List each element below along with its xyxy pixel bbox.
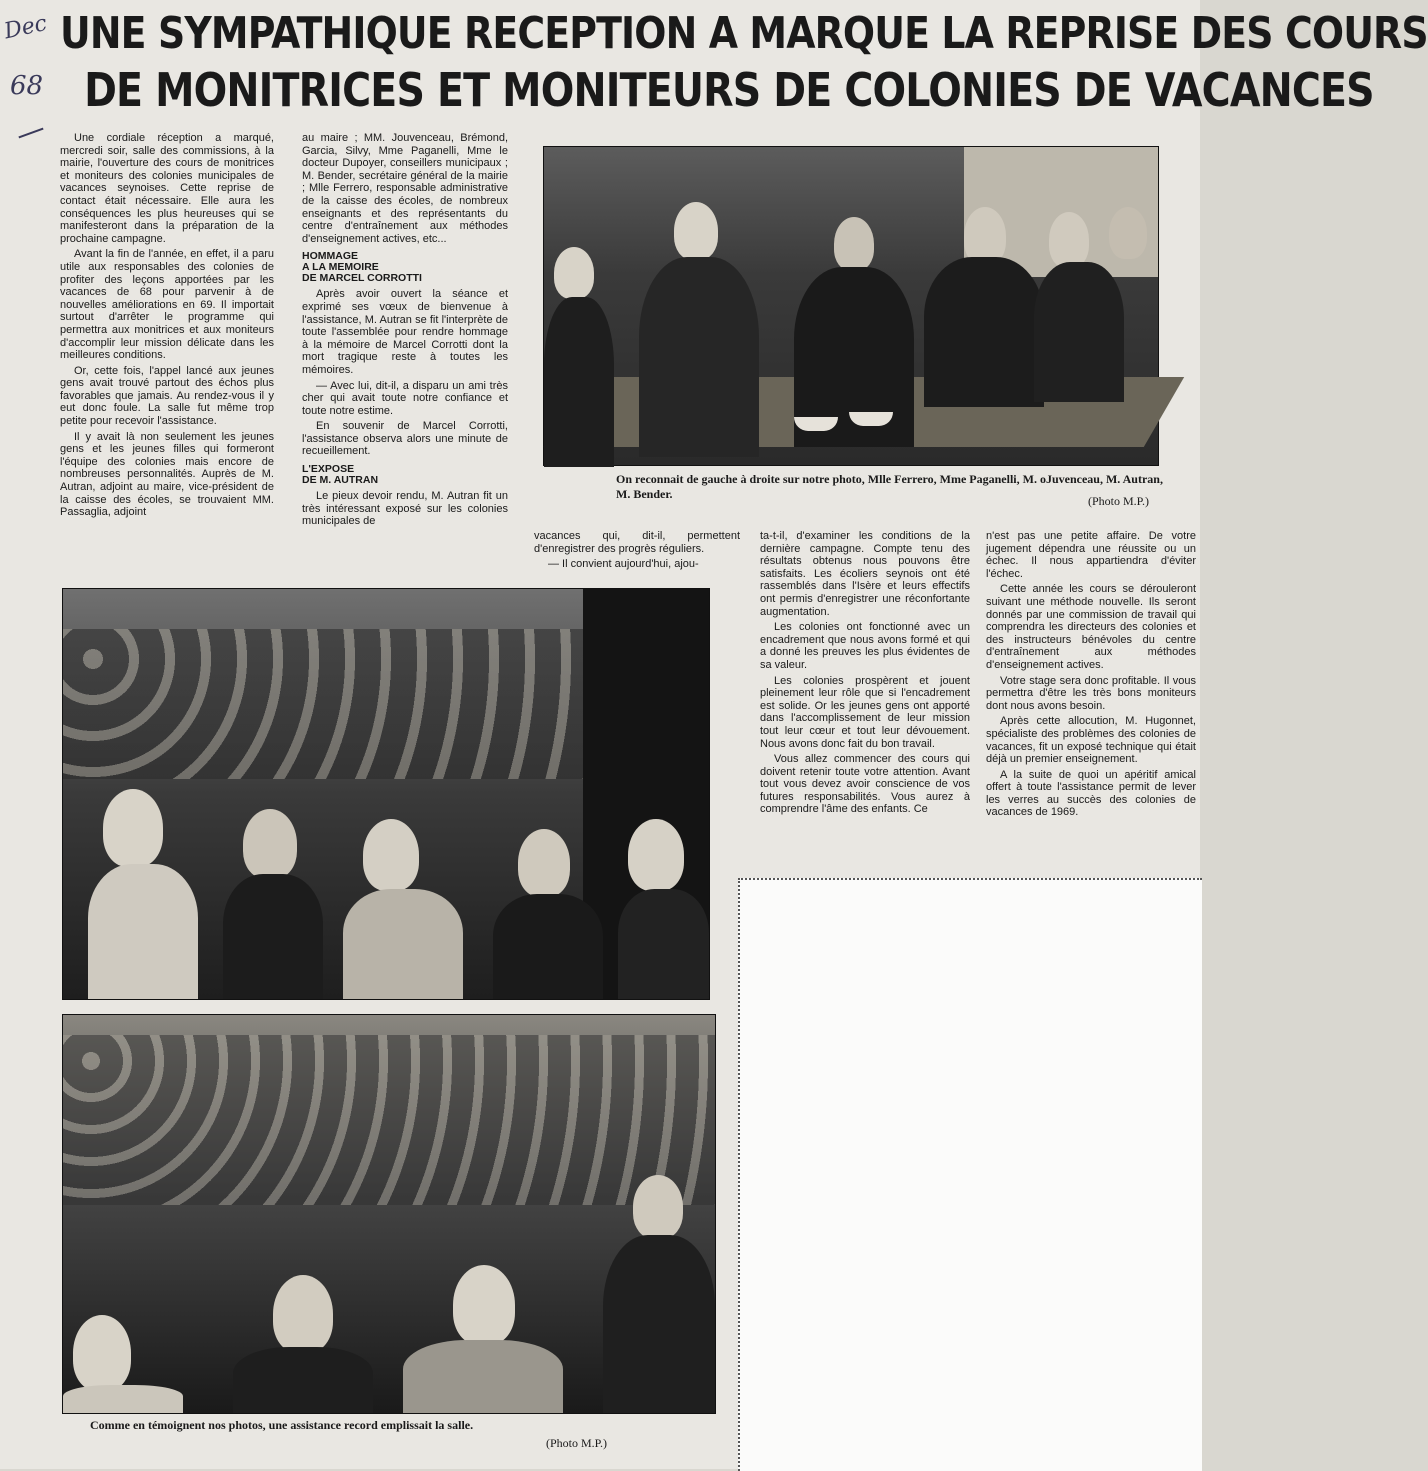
- paragraph: En souvenir de Marcel Corrotti, l'assistance observa alors une minute de recueillement.: [302, 420, 508, 458]
- person: [103, 789, 163, 867]
- paragraph: — Il convient aujourd'hui, ajou-: [548, 558, 699, 571]
- paragraph: A la suite de quoi un apéritif amical offert à toute l'assistance permit de lever les verres au succès des colonies de vacances de 1969.: [986, 768, 1196, 819]
- person: [363, 819, 419, 891]
- handwritten-year: 68: [10, 71, 44, 101]
- person: [73, 1315, 131, 1391]
- person: [1109, 207, 1147, 259]
- paragraph: vacances qui, dit-il, permettent d'enregistrer des progrès réguliers.: [534, 530, 740, 555]
- photo-officials: [543, 146, 1159, 466]
- person: [243, 809, 297, 879]
- paragraph: Une cordiale réception a marqué, mercredi soir, salle des commissions, à la mairie, l'ouverture des cours de monitrices et moniteurs des colonies municipales de vacances seynoises. Cette reprise de contact était nécessaire. Elle aura les conséquences les plus heureuses qui se manifesteront dans la préparation de la prochaine campagne.: [60, 132, 274, 245]
- person: [544, 297, 614, 467]
- person: [834, 217, 874, 271]
- person: [639, 257, 759, 457]
- headline-line-1: UNE SYMPATHIQUE RECEPTION A MARQUE LA REPRISE DES COURS: [60, 8, 1428, 59]
- subheading-expose: L'EXPOSE DE M. AUTRAN: [302, 463, 379, 487]
- headline: [60, 6, 1428, 118]
- paragraph: Cette année les cours se dérouleront suivant une méthode nouvelle. Ils seront donnés par une commission de travail qui comprendra les directeurs des colonies et des instructeurs bénévoles du centre d'entraînement aux méthodes d'enseignement actives.: [986, 583, 1196, 671]
- paragraph: Après avoir ouvert la séance et exprimé ses vœux de bienvenue à l'assistance, M. Autran se fit l'interprète de toute l'assemblée pour rendre hommage à la mémoire de Marcel Corrotti dont la mort tragique reste à toutes les mémoires.: [302, 288, 508, 376]
- person: [674, 202, 718, 260]
- person: [233, 1347, 373, 1413]
- paragraph: Après cette allocution, M. Hugonnet, spécialiste des problèmes des colonies de vacances, fit un exposé technique qui était déjà un premier enseignement.: [986, 715, 1196, 766]
- handwritten-month: Dec: [1, 10, 50, 45]
- paragraph: au maire ; MM. Jouvenceau, Brémond, Garcia, Silvy, Mme Paganelli, Mme le docteur Dupoyer, conseillers municipaux ; M. Bender, secrétaire général de la mairie ; Mlle Ferrero, responsable administrative de la caisse des écoles, de nombreux enseignants et des représentants du centre d'entraînement aux méthodes d'enseignement actives, etc...: [302, 132, 508, 245]
- person: [628, 819, 684, 891]
- person: [273, 1275, 333, 1353]
- person: [1049, 212, 1089, 268]
- person: [1034, 262, 1124, 402]
- paragraph: Le pieux devoir rendu, M. Autran fit un très intéressant exposé sur les colonies municipales de: [302, 490, 508, 528]
- person: [518, 829, 570, 897]
- handwritten-note: [1, 10, 58, 144]
- article-column-4: [760, 530, 970, 819]
- paragraph: Votre stage sera donc profitable. Il vous permettra d'être les très bons moniteurs dont nous avons besoin.: [986, 674, 1196, 712]
- person: [633, 1175, 683, 1239]
- person: [554, 247, 594, 299]
- paragraph: — Avec lui, dit-il, a disparu un ami très cher qui avait toute notre confiance et toute notre estime.: [302, 379, 508, 417]
- paragraph: Il y avait là non seulement les jeunes gens et les jeunes filles qui formeront l'équipe des colonies mais encore de nombreuses personnalités. Auprès de M. Autran, adjoint au maire, vice-président de la caisse des écoles, se trouvaient MM. Passaglia, adjoint: [60, 430, 274, 519]
- photo-audience-1: [62, 588, 710, 1000]
- paragraph: Or, cette fois, l'appel lancé aux jeunes gens avait trouvé partout des échos plus favorables que jamais. Au rendez-vous il y eut donc foule. La salle fut même trop petite pour recevoir l'assistance.: [60, 364, 274, 428]
- paragraph: Avant la fin de l'année, en effet, il a paru utile aux responsables des colonies de profiter des leçons apportées par les vacances de 68 pour parvenir à de nouvelles améliorations en 69. Il importait surtout d'arrêter le programme qui permettra aux monitrices et aux moniteurs d'accomplir leur mission délicate dans les meilleures conditions.: [60, 248, 274, 362]
- person: [618, 889, 709, 999]
- person: [223, 874, 323, 999]
- subheading-hommage: HOMMAGE A LA MEMOIRE DE MARCEL CORROTTI: [302, 250, 422, 285]
- person: [403, 1340, 563, 1413]
- person: [603, 1235, 715, 1413]
- photo-audience-credit: (Photo M.P.): [546, 1436, 608, 1450]
- paragraph: Vous allez commencer des cours qui doivent retenir toute votre attention. Avant tout vous devez avoir conscience de vos futures responsabilités. Vous aurez à comprendre l'âme des enfants. Ce: [760, 753, 970, 816]
- handwritten-stroke: [18, 128, 43, 139]
- paragraph: ta-t-il, d'examiner les conditions de la dernière campagne. Compte tenu des résultats obtenus nous pouvons être satisfaits. Les écoliers seynois ont été rassemblés dans l'Isère et leurs effectifs ont permis d'enregistrer une réconfortante augmentation.: [760, 530, 970, 618]
- paragraph: Les colonies prospèrent et jouent pleinement leur rôle que si l'encadrement est solide. Or les jeunes gens ont apporté dans l'accomplissement de leur mission tout leur cœur et tout leur dévouement. Nous avons donc fait du bon travail.: [760, 674, 970, 750]
- photo-officials-caption: On reconnait de gauche à droite sur notre photo, Mlle Ferrero, Mme Paganelli, M. oJuvenceau, M. Autran, M. Bender.: [616, 472, 1163, 501]
- paragraph: Les colonies ont fonctionné avec un encadrement que nous avons formé et qui a donné les preuves les plus évidentes de sa valeur.: [760, 621, 970, 671]
- person: [63, 1385, 183, 1413]
- photo-crowd-back: [63, 1035, 715, 1205]
- article-column-1: [60, 132, 274, 522]
- photo-audience-caption: Comme en témoignent nos photos, une assistance record emplissait la salle.: [90, 1418, 474, 1432]
- article-column-2: [302, 132, 508, 531]
- article-column-3: [534, 530, 740, 574]
- person: [924, 257, 1044, 407]
- person: [493, 894, 603, 999]
- person: [343, 889, 463, 999]
- person: [453, 1265, 515, 1345]
- paragraph: n'est pas une petite affaire. De votre jugement dépendra une réussite ou un échec. Il nous appartiendra d'éviter l'échec.: [986, 530, 1196, 580]
- headline-line-2: DE MONITRICES ET MONITEURS DE COLONIES DE VACANCES: [84, 63, 1374, 117]
- blank-area: [738, 878, 1202, 1471]
- article-column-5: [986, 530, 1196, 822]
- person: [88, 864, 198, 999]
- photo-crowd-upper: [63, 629, 583, 779]
- photo-audience-2: [62, 1014, 716, 1414]
- photo-officials-credit: (Photo M.P.): [1088, 494, 1150, 508]
